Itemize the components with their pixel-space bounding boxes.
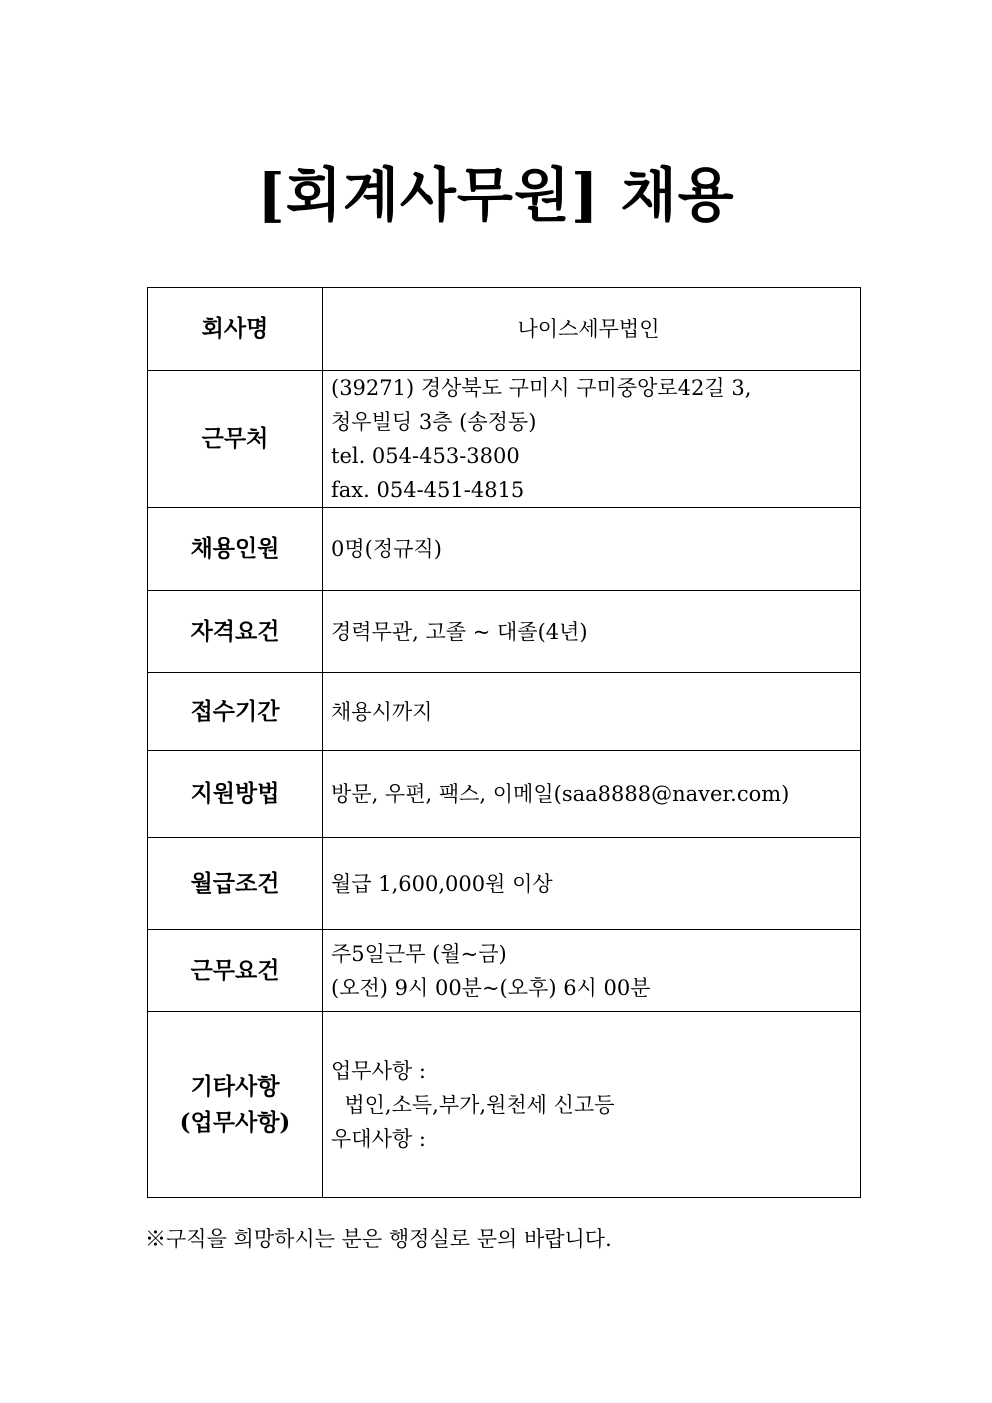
value-working-conditions xyxy=(323,930,861,1012)
label-headcount: 채용인원 xyxy=(148,508,323,591)
job-info-table xyxy=(147,287,861,1198)
label-qualification: 자격요건 xyxy=(148,591,323,673)
label-salary: 월급조건 xyxy=(148,838,323,930)
headcount-text: 0명(정규직) xyxy=(331,537,442,561)
company-name: 나이스세무법인 xyxy=(517,317,660,341)
value-salary xyxy=(323,838,861,930)
value-application-period xyxy=(323,673,861,751)
label-other-matters-line-1: 기타사항 xyxy=(190,1072,280,1100)
working-hours-text: (오전) 9시 00분~(오후) 6시 00분 xyxy=(331,975,651,1000)
footer-note: ※구직을 희망하시는 분은 행정실로 문의 바랍니다. xyxy=(145,1227,612,1251)
row-application-period xyxy=(148,673,861,751)
label-working-conditions: 근무요건 xyxy=(148,930,323,1012)
address-line-2: 청우빌딩 3층 (송정동) xyxy=(331,410,537,434)
label-workplace: 근무처 xyxy=(148,371,323,508)
fax-number: fax. 054-451-4815 xyxy=(331,478,525,502)
working-days-text: 주5일근무 (월~금) xyxy=(331,941,507,966)
row-other-matters xyxy=(148,1012,861,1198)
value-company xyxy=(323,288,861,371)
qualification-text: 경력무관, 고졸 ~ 대졸(4년) xyxy=(331,619,588,644)
row-workplace xyxy=(148,371,861,508)
application-method-text: 방문, 우편, 팩스, 이메일(saa8888@naver.com) xyxy=(331,782,790,806)
duties-heading: 업무사항 : xyxy=(331,1058,426,1083)
value-headcount xyxy=(323,508,861,591)
label-application-period: 접수기간 xyxy=(148,673,323,751)
label-other-matters xyxy=(148,1012,323,1198)
phone-number: tel. 054-453-3800 xyxy=(331,444,520,468)
row-qualification xyxy=(148,591,861,673)
page-title: [회계사무원] 채용 xyxy=(257,161,735,229)
value-workplace xyxy=(323,371,861,508)
row-company xyxy=(148,288,861,371)
row-application-method xyxy=(148,751,861,838)
row-headcount xyxy=(148,508,861,591)
salary-text: 월급 1,600,000원 이상 xyxy=(331,871,553,896)
preferences-heading: 우대사항 : xyxy=(331,1126,426,1151)
label-other-matters-line-2: (업무사항) xyxy=(179,1108,291,1136)
row-working-conditions xyxy=(148,930,861,1012)
value-application-method xyxy=(323,751,861,838)
value-qualification xyxy=(323,591,861,673)
label-application-method: 지원방법 xyxy=(148,751,323,838)
address-line-1: (39271) 경상북도 구미시 구미중앙로42길 3, xyxy=(331,376,752,400)
row-salary xyxy=(148,838,861,930)
label-company: 회사명 xyxy=(148,288,323,371)
value-other-matters xyxy=(323,1012,861,1198)
application-period-text: 채용시까지 xyxy=(331,699,433,724)
duties-text: 법인,소득,부가,원천세 신고등 xyxy=(331,1092,615,1117)
